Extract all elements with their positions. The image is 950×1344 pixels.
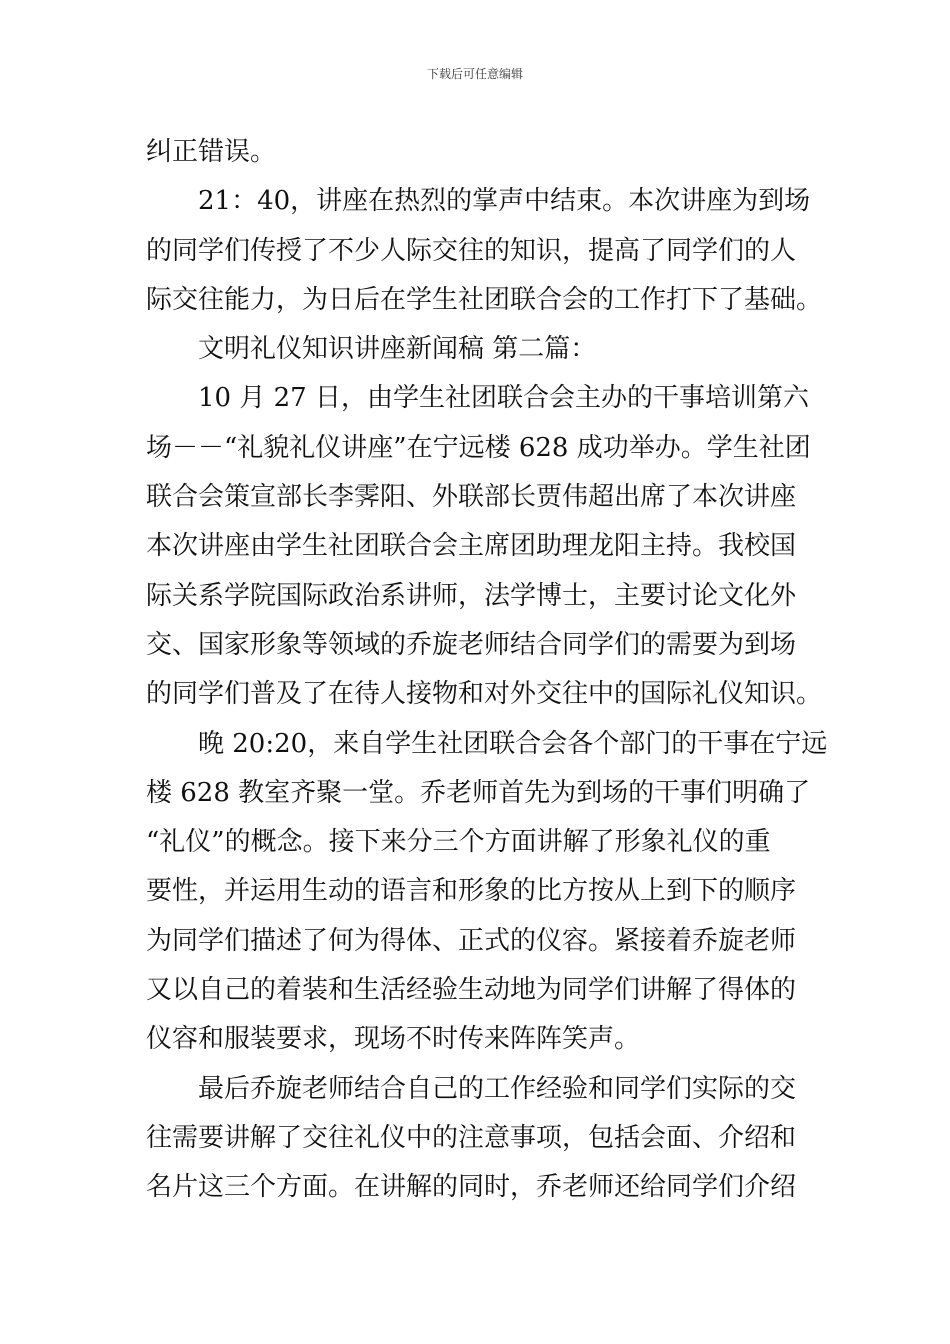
text-line: 楼 628 教室齐聚一堂。乔老师首先为到场的干事们明确了	[146, 777, 811, 808]
document-body	[146, 128, 828, 1213]
text-line: 的同学们普及了在待人接物和对外交往中的国际礼仪知识。	[146, 679, 823, 710]
text-line: 要性，并运用生动的语言和形象的比方按从上到下的顺序	[146, 876, 797, 907]
text-line: 仪容和服装要求，现场不时传来阵阵笑声。	[146, 1024, 641, 1055]
text-line: 场－－“礼貌礼仪讲座”在宁远楼 628 成功举办。学生社团	[146, 432, 811, 463]
text-line: 往需要讲解了交往礼仪中的注意事项，包括会面、介绍和	[146, 1122, 797, 1153]
text-line: 晚 20:20，来自学生社团联合会各个部门的干事在宁远	[198, 728, 828, 759]
text-line: 交、国家形象等领域的乔旋老师结合同学们的需要为到场	[146, 629, 797, 660]
text-line: 际交往能力，为日后在学生社团联合会的工作打下了基础。	[146, 284, 823, 315]
text-line: 的同学们传授了不少人际交往的知识，提高了同学们的人	[146, 235, 797, 266]
text-line: 又以自己的着装和生活经验生动地为同学们讲解了得体的	[146, 975, 797, 1006]
text-line: 最后乔旋老师结合自己的工作经验和同学们实际的交	[198, 1073, 797, 1104]
page-header: 下载后可任意编辑	[426, 67, 523, 81]
text-line: 21：40，讲座在热烈的掌声中结束。本次讲座为到场	[198, 186, 811, 217]
text-line: 10 月 27 日，由学生社团联合会主办的干事培训第六	[198, 383, 809, 414]
text-line: 名片这三个方面。在讲解的同时，乔老师还给同学们介绍	[146, 1172, 797, 1203]
text-line: 际关系学院国际政治系讲师，法学博士，主要讨论文化外	[146, 580, 797, 611]
text-line: 为同学们描述了何为得体、正式的仪容。紧接着乔旋老师	[146, 925, 797, 956]
text-line: “礼仪”的概念。接下来分三个方面讲解了形象礼仪的重	[146, 827, 771, 858]
text-line: 联合会策宣部长李霁阳、外联部长贾伟超出席了本次讲座	[146, 482, 797, 513]
text-line: 纠正错误。	[146, 137, 277, 167]
text-line: 本次讲座由学生社团联合会主席团助理龙阳主持。我校国	[146, 531, 797, 562]
section-heading: 文明礼仪知识讲座新闻稿 第二篇：	[198, 334, 597, 365]
